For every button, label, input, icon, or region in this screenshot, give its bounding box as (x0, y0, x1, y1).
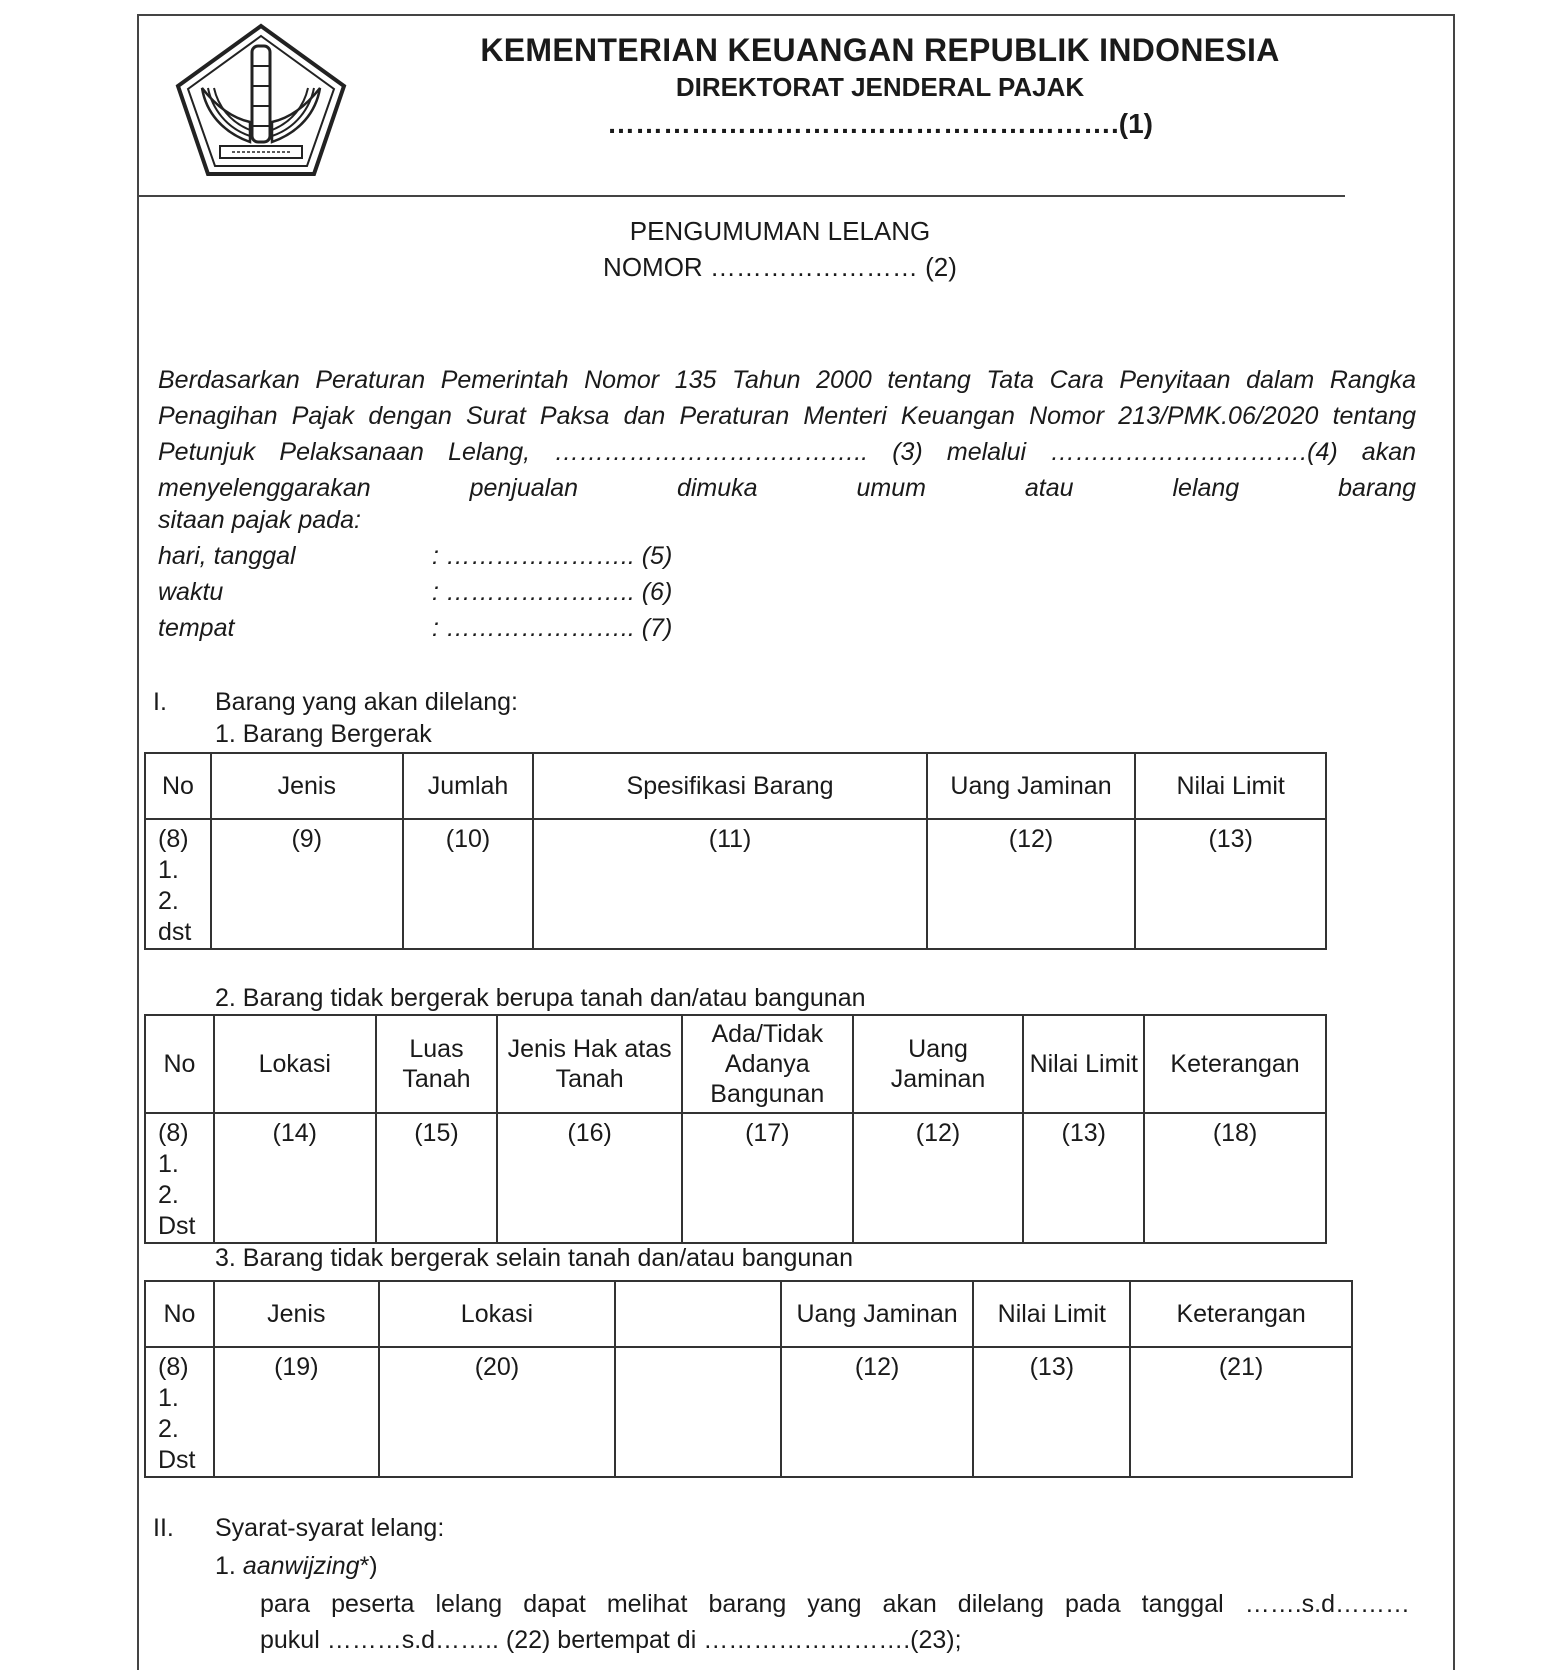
table-header-cell: Spesifikasi Barang (533, 753, 926, 819)
table-cell: (21) (1130, 1347, 1352, 1477)
table-header-cell: Uang Jaminan (781, 1281, 974, 1347)
table-header-cell: Uang Jaminan (853, 1015, 1024, 1113)
table-row-number-cell (145, 819, 211, 949)
announcement-title: PENGUMUMAN LELANG (629, 216, 931, 246)
table-cell: (13) (973, 1347, 1130, 1477)
directorate-name: DIREKTORAT JENDERAL PAJAK (675, 72, 1085, 102)
aanwijzing-text-line-2: pukul ………s.d…….. (22) bertempat di …………………….(23); (260, 1626, 962, 1654)
table-header-cell: Keterangan (1144, 1015, 1326, 1113)
table-header-cell: No (145, 1281, 214, 1347)
table-header-cell: Uang Jaminan (927, 753, 1136, 819)
table-header-cell: Jumlah (403, 753, 534, 819)
table-cell: (13) (1023, 1113, 1144, 1243)
table-cell: (10) (403, 819, 534, 949)
schedule-value: : ………………….. (6) (432, 578, 673, 606)
table-header-cell (615, 1281, 781, 1347)
schedule-row-place (158, 614, 672, 643)
table-header-cell: Lokasi (214, 1015, 376, 1113)
subsection-2-title: 2. Barang tidak bergerak berupa tanah dan/atau bangunan (215, 984, 866, 1012)
row-number: 2. (158, 887, 179, 915)
table-cell: (17) (682, 1113, 853, 1243)
section-1-title: Barang yang akan dilelang: (215, 688, 519, 716)
row-number: (8) (158, 1119, 189, 1147)
row-number: 1. (158, 856, 179, 884)
row-number: (8) (158, 825, 189, 853)
table-cell: (11) (533, 819, 926, 949)
row-number: 2. (158, 1415, 179, 1443)
table-cell: (13) (1135, 819, 1326, 949)
table-cell: (12) (853, 1113, 1024, 1243)
office-placeholder: ……………………………………………….(1) (607, 108, 1153, 139)
table-row-number-cell (145, 1347, 214, 1477)
schedule-value: : ………………….. (7) (432, 614, 673, 642)
table-cell: (14) (214, 1113, 376, 1243)
table-land-buildings (144, 1014, 1327, 1244)
table-header-cell: Jenis (211, 753, 403, 819)
table-cell: (9) (211, 819, 403, 949)
schedule-label: hari, tanggal (158, 542, 296, 570)
section-2-title: Syarat-syarat lelang: (215, 1514, 445, 1542)
aanwijzing-text-line-1: para peserta lelang dapat melihat barang yang akan dilelang pada tanggal …….s.d……… (260, 1590, 1410, 1618)
schedule-value: : ………………….. (5) (432, 542, 673, 570)
ministry-name: KEMENTERIAN KEUANGAN REPUBLIK INDONESIA (480, 32, 1280, 68)
intro-paragraph: Berdasarkan Peraturan Pemerintah Nomor 135 Tahun 2000 tentang Tata Cara Penyitaan dalam Rangka Penagihan Pajak dengan Surat Paksa dan Peraturan Menteri Keuangan Nomor 213/PMK.06/2020 tentang Petunjuk Pelaksanaan Lelang, ……………………………….. (3) melalui ………………………….(4) akan menyelenggarakan penjualan dimuka umum atau lelang barang (158, 366, 1416, 502)
item-number: 1. (215, 1552, 236, 1580)
table-cell: (16) (497, 1113, 682, 1243)
table-header-cell: Keterangan (1130, 1281, 1352, 1347)
table-cell (615, 1347, 781, 1477)
table-cell: (19) (214, 1347, 379, 1477)
page-frame-left (137, 14, 139, 1670)
table-header-cell: Lokasi (379, 1281, 616, 1347)
item-term: aanwijzing (242, 1552, 360, 1580)
header-divider (137, 195, 1345, 197)
ministry-of-finance-emblem-icon (172, 22, 350, 180)
table-header-cell: No (145, 1015, 214, 1113)
item-footnote-mark: *) (359, 1552, 378, 1580)
table-cell: (12) (781, 1347, 974, 1477)
section-2-number: II. (153, 1514, 174, 1542)
table-header-cell: Luas Tanah (376, 1015, 498, 1113)
row-number: Dst (158, 1212, 196, 1240)
row-number: 1. (158, 1150, 179, 1178)
table-cell: (15) (376, 1113, 498, 1243)
table-cell: (20) (379, 1347, 616, 1477)
table-header-cell: Nilai Limit (1023, 1015, 1144, 1113)
table-row-number-cell (145, 1113, 214, 1243)
table-header-cell: No (145, 753, 211, 819)
schedule-label: waktu (158, 578, 224, 606)
row-number: Dst (158, 1446, 196, 1474)
subsection-3-title: 3. Barang tidak bergerak selain tanah dan/atau bangunan (215, 1244, 853, 1272)
schedule-row-time (158, 578, 672, 607)
table-cell: (12) (927, 819, 1136, 949)
section-1-number: I. (153, 688, 167, 716)
schedule-label: tempat (158, 614, 235, 642)
table-cell: (18) (1144, 1113, 1326, 1243)
announcement-number: NOMOR …………………… (2) (603, 252, 957, 282)
row-number: (8) (158, 1353, 189, 1381)
page-frame-right (1453, 14, 1455, 1670)
aanwijzing-item (215, 1552, 378, 1581)
table-header-cell: Nilai Limit (973, 1281, 1130, 1347)
row-number: 1. (158, 1384, 179, 1412)
subsection-1-title: 1. Barang Bergerak (215, 720, 432, 748)
row-number: dst (158, 918, 192, 946)
table-header-cell: Nilai Limit (1135, 753, 1326, 819)
table-header-cell: Jenis Hak atas Tanah (497, 1015, 682, 1113)
schedule-row-date (158, 542, 672, 571)
row-number: 2. (158, 1181, 179, 1209)
table-other-immovable (144, 1280, 1353, 1478)
table-movable-goods (144, 752, 1327, 950)
table-header-cell: Jenis (214, 1281, 379, 1347)
intro-paragraph-end: sitaan pajak pada: (158, 506, 361, 534)
table-header-cell: Ada/Tidak Adanya Bangunan (682, 1015, 853, 1113)
page-frame-top (137, 14, 1455, 16)
